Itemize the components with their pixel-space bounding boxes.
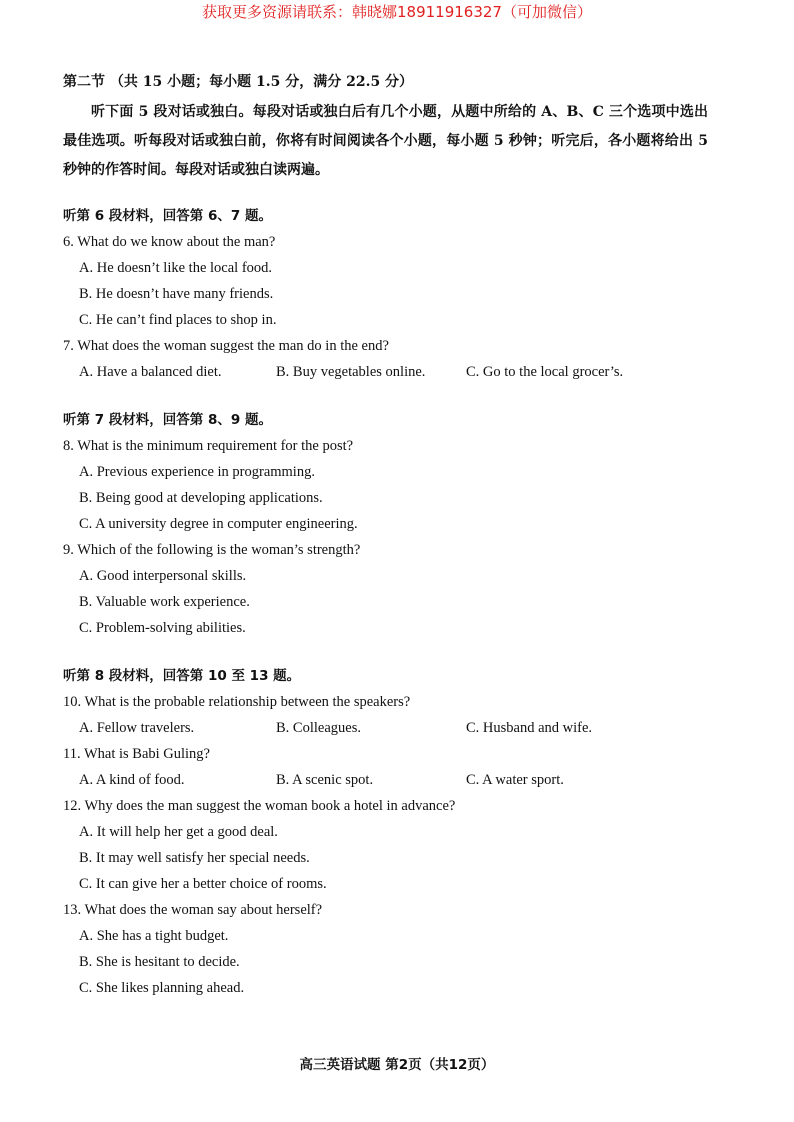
option-c: C. A water sport. xyxy=(466,772,564,788)
question-13: 13. What does the woman say about herself? xyxy=(63,902,323,918)
group-title: 听第 8 段材料，回答第 10 至 13 题。 xyxy=(63,668,301,684)
question-11: 11. What is Babi Guling? xyxy=(63,746,210,762)
option-a: A. It will help her get a good deal. xyxy=(79,824,278,840)
question-7: 7. What does the woman suggest the man do in the end? xyxy=(63,338,389,354)
question-list xyxy=(63,203,743,1023)
options-row xyxy=(63,359,743,385)
contact-banner: 获取更多资源请联系：韩晓娜18911916327（可加微信） xyxy=(202,3,592,21)
question-group xyxy=(63,203,743,385)
option-c: C. A university degree in computer engineering. xyxy=(79,516,358,532)
group-title: 听第 6 段材料，回答第 6、7 题。 xyxy=(63,208,272,224)
options-row xyxy=(63,715,743,741)
option-a: A. Have a balanced diet. xyxy=(79,364,222,380)
option-b: B. Being good at developing applications. xyxy=(79,490,323,506)
option-b: B. Buy vegetables online. xyxy=(276,364,426,380)
question-8: 8. What is the minimum requirement for the post? xyxy=(63,438,354,454)
question-12: 12. Why does the man suggest the woman book a hotel in advance? xyxy=(63,798,456,814)
question-group xyxy=(63,407,743,641)
group-title: 听第 7 段材料，回答第 8、9 题。 xyxy=(63,412,272,428)
question-9: 9. Which of the following is the woman’s strength? xyxy=(63,542,361,558)
option-c: C. He can’t find places to shop in. xyxy=(79,312,277,328)
option-b: B. She is hesitant to decide. xyxy=(79,954,240,970)
question-group xyxy=(63,663,743,1001)
option-a: A. Fellow travelers. xyxy=(79,720,195,736)
option-b: B. A scenic spot. xyxy=(276,772,374,788)
option-b: B. He doesn’t have many friends. xyxy=(79,286,274,302)
option-c: C. Husband and wife. xyxy=(466,720,593,736)
option-b: B. Valuable work experience. xyxy=(79,594,250,610)
option-a: A. He doesn’t like the local food. xyxy=(79,260,273,276)
page-footer: 高三英语试题 第2页（共12页） xyxy=(299,1057,495,1073)
question-10: 10. What is the probable relationship between the speakers? xyxy=(63,694,411,710)
option-a: A. A kind of food. xyxy=(79,772,185,788)
option-a: A. Previous experience in programming. xyxy=(79,464,315,480)
question-6: 6. What do we know about the man? xyxy=(63,234,276,250)
option-b: B. Colleagues. xyxy=(276,720,361,736)
section-header: 第二节 （共 15 小题；每小题 1.5 分，满分 22.5 分） xyxy=(63,74,414,90)
section-instructions: 听下面 5 段对话或独白。每段对话或独白后有几个小题，从题中所给的 A、B、C 三个选项中选出最佳选项。听每段对话或独白前，你将有时间阅读各个小题，每小题 5 秒钟；听完后，各小题将给出 5 秒钟的作答时间。每段对话或独白读两遍。 xyxy=(63,104,708,178)
option-a: A. She has a tight budget. xyxy=(79,928,229,944)
option-b: B. It may well satisfy her special needs. xyxy=(79,850,310,866)
option-a: A. Good interpersonal skills. xyxy=(79,568,247,584)
options-row xyxy=(63,767,743,793)
option-c: C. She likes planning ahead. xyxy=(79,980,245,996)
option-c: C. It can give her a better choice of rooms. xyxy=(79,876,327,892)
option-c: C. Problem-solving abilities. xyxy=(79,620,246,636)
option-c: C. Go to the local grocer’s. xyxy=(466,364,624,380)
